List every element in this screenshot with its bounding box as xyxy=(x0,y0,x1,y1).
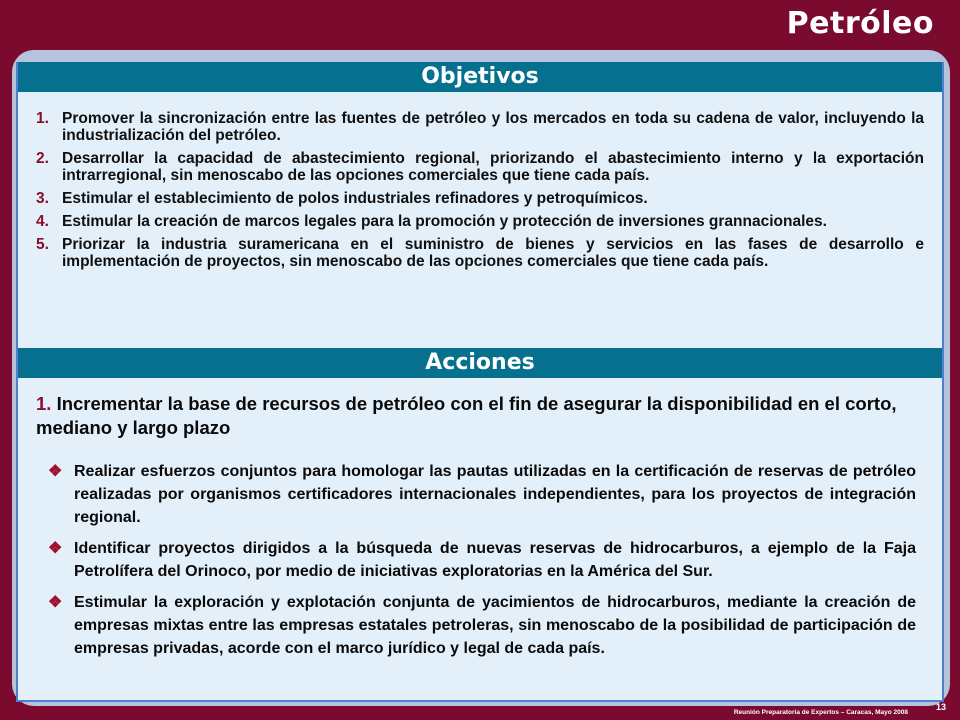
acciones-list xyxy=(48,460,916,668)
objetivo-number: 3. xyxy=(36,190,49,207)
objetivo-text: Promover la sincronización entre las fuentes de petróleo y los mercados en toda su cadena de valor, incluyendo la industrialización del petróleo. xyxy=(62,110,924,144)
objetivo-item xyxy=(36,110,924,144)
acciones-heading-number: 1. xyxy=(36,393,52,414)
objetivo-number: 4. xyxy=(36,213,49,230)
footer-text: Reunión Preparatoria de Expertos – Caracas, Mayo 2008 xyxy=(733,709,908,716)
objetivo-text: Estimular el establecimiento de polos industriales refinadores y petroquímicos. xyxy=(62,190,648,207)
acciones-heading-text: Incrementar la base de recursos de petróleo con el fin de asegurar la disponibilidad en el corto, mediano y largo plazo xyxy=(36,393,897,438)
objetivo-number: 1. xyxy=(36,110,49,127)
objetivo-text: Estimular la creación de marcos legales para la promoción y protección de inversiones grannacionales. xyxy=(62,213,827,230)
diamond-bullet-icon: ❖ xyxy=(48,594,63,611)
accion-item xyxy=(48,537,916,583)
slide-title: Petróleo xyxy=(786,6,934,41)
diamond-bullet-icon: ❖ xyxy=(48,463,63,480)
objetivo-number: 2. xyxy=(36,150,49,167)
objetivo-item xyxy=(36,213,924,230)
objetivo-text: Desarrollar la capacidad de abastecimiento regional, priorizando el abastecimiento interno y la exportación intrarregional, sin menoscabo de las opciones comerciales que tiene cada país. xyxy=(62,150,924,184)
diamond-bullet-icon: ❖ xyxy=(48,540,63,557)
objetivos-header: Objetivos xyxy=(18,62,942,92)
accion-item xyxy=(48,460,916,529)
accion-item xyxy=(48,591,916,660)
acciones-header: Acciones xyxy=(18,348,942,378)
objetivo-text: Priorizar la industria suramericana en el suministro de bienes y servicios en las fases de desarrollo e implementación de proyectos, sin menoscabo de las opciones comerciales que tiene cada país. xyxy=(62,236,924,270)
objetivos-list xyxy=(36,110,924,276)
accion-text: Identificar proyectos dirigidos a la búsqueda de nuevas reservas de hidrocarburos, a ejemplo de la Faja Petrolífera del Orinoco, por medio de iniciativas exploratorias en la América del Sur. xyxy=(74,540,916,580)
page-number: 13 xyxy=(935,702,946,712)
objetivo-item xyxy=(36,190,924,207)
accion-text: Estimular la exploración y explotación conjunta de yacimientos de hidrocarburos, mediante la creación de empresas mixtas entre las empresas estatales petroleras, sin menoscabo de la posibilidad de participación de empresas privadas, acorde con el marco jurídico y legal de cada país. xyxy=(74,594,916,657)
acciones-heading xyxy=(36,392,924,440)
objetivo-number: 5. xyxy=(36,236,49,253)
accion-text: Realizar esfuerzos conjuntos para homologar las pautas utilizadas en la certificación de reservas de petróleo realizadas por organismos certificadores internacionales independientes, para los proyectos de integración regional. xyxy=(74,463,916,526)
objetivo-item xyxy=(36,150,924,184)
objetivo-item xyxy=(36,236,924,270)
